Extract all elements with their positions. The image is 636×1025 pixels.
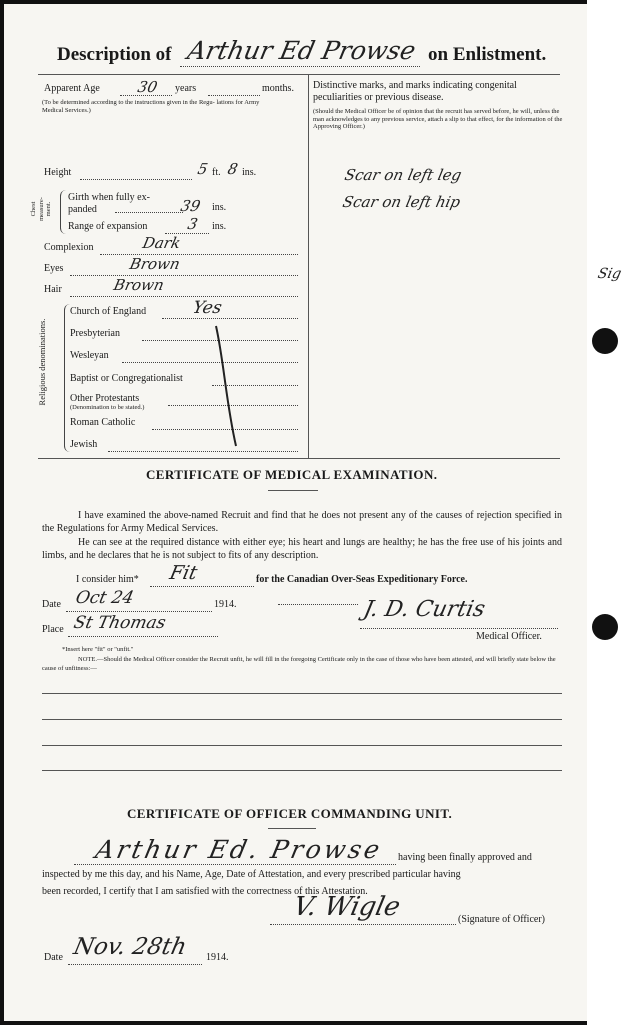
hair-line <box>70 296 298 297</box>
medical-note: NOTE.—Should the Medical Officer consider the Recruit unfit, he will fill in the foregoing Certificate only in the case of those who have been attested, and will briefly state below the cause of unfitness:— <box>42 656 556 672</box>
height-ins: 8 <box>226 160 240 178</box>
girth-line <box>115 212 183 213</box>
complexion-label: Complexion <box>44 242 94 253</box>
religion-item: Wesleyan <box>70 350 109 361</box>
unfitness-line-2 <box>42 719 562 720</box>
edge-scribble: Sig <box>596 266 623 282</box>
religion-side-label: Religious denominations. <box>37 318 47 406</box>
unfitness-line-4 <box>42 770 562 771</box>
title-prefix: Description of <box>57 44 172 65</box>
place-label: Place <box>42 624 64 635</box>
recruit-name: Arthur Ed Prowse <box>184 36 419 65</box>
chest-side-label: Chest measure- ment. <box>30 197 52 221</box>
place-line <box>68 636 218 637</box>
distinctive-heading: Distinctive marks, and marks indicating congenital peculiarities or previous disease. <box>313 80 517 103</box>
religion-line <box>108 451 298 452</box>
blank-line <box>278 604 358 605</box>
commanding-date-label: Date <box>44 952 63 963</box>
eyes-line <box>70 275 298 276</box>
unfitness-line-3 <box>42 745 562 746</box>
commanding-text-3: been recorded, I certify that I am satisfied with the correctness of this Attestation. <box>42 886 368 897</box>
form-top-rule <box>38 74 560 75</box>
range-value: 3 <box>186 215 200 233</box>
name-line <box>74 864 396 865</box>
commanding-date: Nov. 28th <box>71 934 189 960</box>
age-note: (To be determined according to the instructions given in the Regu- lations for Army Medical Services.) <box>42 99 260 114</box>
months-label: months. <box>262 83 294 94</box>
religion-item: (Denomination to be stated.) <box>70 404 145 411</box>
girth-ins-label: ins. <box>212 202 227 213</box>
commanding-officer-signature: V. Wigle <box>290 892 403 922</box>
commanding-year: 1914. <box>206 952 229 963</box>
fit-value: Fit <box>167 562 200 584</box>
religion-item: Other Protestants <box>70 393 140 404</box>
distinctive-mark-1: Scar on left leg <box>343 166 464 184</box>
medical-paragraph-1: I have examined the above-named Recruit and find that he does not present any of the causes of rejection specified in the Regulations for Army Medical Services. <box>42 510 562 534</box>
medical-officer-label: Medical Officer. <box>476 631 542 642</box>
page-edge <box>587 0 636 1025</box>
officer-signature-line <box>270 924 456 925</box>
range-ins-label: ins. <box>212 221 227 232</box>
heading-rule <box>268 490 318 491</box>
religion-item: Presbyterian <box>70 328 120 339</box>
commanding-name: Arthur Ed. Prowse <box>92 835 386 864</box>
eyes-label: Eyes <box>44 263 64 274</box>
consider-prefix: I consider him* <box>76 574 139 585</box>
medical-date: Oct 24 <box>73 588 136 608</box>
signature-line <box>360 628 558 629</box>
commanding-text-1: having been finally approved and <box>398 852 532 863</box>
complexion-line <box>100 254 298 255</box>
place-value: St Thomas <box>71 613 168 633</box>
commanding-text-2: inspected by me this day, and his Name, Age, Date of Attestation, and every prescribed particular having <box>42 869 461 880</box>
hair-label: Hair <box>44 284 62 295</box>
ft-label: ft. <box>212 167 221 178</box>
religion-item: Roman Catholic <box>70 417 136 428</box>
consider-suffix: for the Canadian Over-Seas Expeditionary Force. <box>256 574 468 585</box>
hair-value: Brown <box>112 276 166 294</box>
age-label: Apparent Age <box>44 83 100 94</box>
title-line <box>180 66 420 67</box>
form-bottom-rule <box>38 458 560 459</box>
title-suffix: on Enlistment. <box>428 44 547 65</box>
medical-date-line <box>66 611 212 612</box>
range-label: Range of expansion <box>68 221 148 232</box>
religion-item: Baptist or Congregationalist <box>70 373 183 384</box>
years-label: years <box>175 83 197 94</box>
commanding-date-line <box>68 964 202 965</box>
chest-brace <box>60 190 66 234</box>
religion-mark: Yes <box>190 298 224 318</box>
eyes-value: Brown <box>128 255 182 273</box>
religion-line <box>162 318 298 319</box>
height-label: Height <box>44 167 72 178</box>
height-line <box>80 179 192 180</box>
religion-item: Church of England <box>70 306 147 317</box>
religion-dash-stroke <box>210 322 246 452</box>
girth-value: 39 <box>179 197 203 215</box>
commanding-heading: CERTIFICATE OF OFFICER COMMANDING UNIT. <box>127 806 453 821</box>
height-ft: 5 <box>196 160 210 178</box>
fit-line <box>150 586 254 587</box>
punch-hole-bottom <box>592 614 618 640</box>
age-years: 30 <box>136 78 160 96</box>
unfitness-line-1 <box>42 693 562 694</box>
distinctive-mark-2: Scar on left hip <box>341 193 463 211</box>
punch-hole-top <box>592 328 618 354</box>
form-divider <box>308 74 309 458</box>
medical-heading: CERTIFICATE OF MEDICAL EXAMINATION. <box>146 467 438 482</box>
girth-label: Girth when fully ex- panded <box>68 192 150 215</box>
insert-note: *Insert here "fit" or "unfit." <box>62 646 134 653</box>
medical-paragraph-2: He can see at the required distance with either eye; his heart and lungs are healthy; he has the free use of his joints and limbs, and he declares that he is not subject to fits of any description. <box>42 537 562 561</box>
officer-signature-label: (Signature of Officer) <box>458 914 546 925</box>
heading-rule-2 <box>268 828 316 829</box>
distinctive-note: (Should the Medical Officer be of opinion that the recruit has served before, he will, unless the man acknowledges to any previous service, attach a slip to that effect, for the information of the Approving Officer.) <box>313 108 563 130</box>
ins-label: ins. <box>242 167 257 178</box>
complexion-value: Dark <box>141 234 183 252</box>
months-line <box>208 95 260 96</box>
medical-date-label: Date <box>42 599 61 610</box>
religion-item: Jewish <box>70 439 98 450</box>
medical-year: 1914. <box>214 599 237 610</box>
medical-officer-signature: J. D. Curtis <box>361 597 488 622</box>
